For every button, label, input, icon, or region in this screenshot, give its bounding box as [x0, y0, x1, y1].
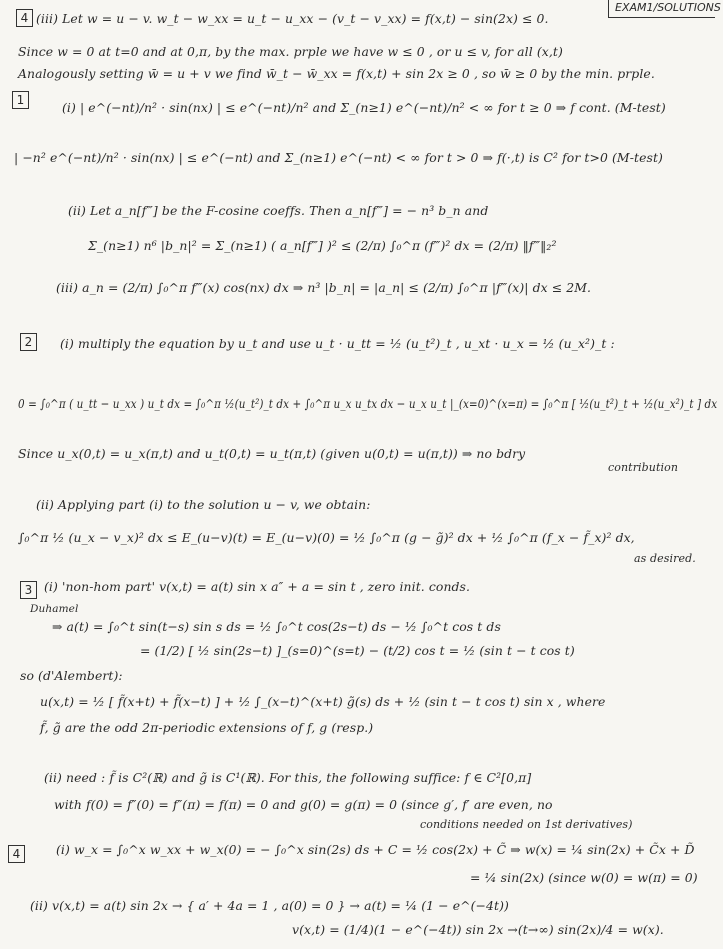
text-line: ⇒ a(t) = ∫₀^t sin(t−s) sin s ds = ½ ∫₀^t cos(2s−t) ds − ½ ∫₀^t cos t ds: [52, 619, 501, 634]
text-line: v(x,t) = (1/4)(1 − e^(−4t)) sin 2x →(t→∞) sin(2x)/4 = w(x).: [292, 922, 664, 937]
text-line: (iii) a_n = (2/π) ∫₀^π f‴(x) cos(nx) dx ⇒ n³ |b_n| = |a_n| ≤ (2/π) ∫₀^π |f‴(x)| dx ≤ 2M.: [56, 280, 592, 295]
text-line: (i) 'non-hom part' v(x,t) = a(t) sin x a″ + a = sin t , zero init. conds.: [44, 579, 471, 594]
problem-number-box: 3: [20, 581, 37, 599]
text-line: (ii) Let a_n[f‴] be the F-cosine coeffs. Then a_n[f‴] = − n³ b_n and: [68, 203, 489, 218]
text-line: (i) | e^(−nt)/n² · sin(nx) | ≤ e^(−nt)/n² and Σ_(n≥1) e^(−nt)/n² < ∞ for t ≥ 0 ⇒ f cont. (M-test): [62, 100, 666, 115]
text-line: (iii) Let w = u − v. w_t − w_xx = u_t − u_xx − (v_t − v_xx) = f(x,t) − sin(2x) ≤ 0.: [36, 11, 549, 26]
text-line: so (d'Alembert):: [20, 668, 123, 683]
text-line: Analogously setting w̄ = u + v we find w̄_t − w̄_xx = f(x,t) + sin 2x ≥ 0 , so w̄ ≥ 0 by the min. prple.: [18, 66, 655, 81]
text-line: (i) w_x = ∫₀^x w_xx + w_x(0) = − ∫₀^x sin(2s) ds + C = ½ cos(2x) + C̃ ⇒ w(x) = ¼ sin(2x) + C̃x + D̃: [56, 842, 695, 857]
text-line: = ¼ sin(2x) (since w(0) = w(π) = 0): [470, 870, 698, 885]
text-line: Duhamel: [30, 603, 79, 615]
text-line: = (1/2) [ ½ sin(2s−t) ]_(s=0)^(s=t) − (t/2) cos t = ½ (sin t − t cos t): [140, 643, 575, 658]
text-line: with f(0) = f″(0) = f″(π) = f(π) = 0 and g(0) = g(π) = 0 (since g′, f′ are even, no: [54, 797, 553, 812]
page-header-label: EXAM1/SOLUTIONS: [608, 0, 715, 18]
text-line: f̃, g̃ are the odd 2π-periodic extensions of f, g (resp.): [40, 720, 374, 735]
text-line: u(x,t) = ½ [ f̃(x+t) + f̃(x−t) ] + ½ ∫_(x−t)^(x+t) g̃(s) ds + ½ (sin t − t cos t) sin x , where: [40, 694, 606, 709]
text-line: (i) multiply the equation by u_t and use u_t · u_tt = ½ (u_t²)_t , u_xt · u_x = ½ (u_x²)_t :: [60, 336, 615, 351]
text-line: Since u_x(0,t) = u_x(π,t) and u_t(0,t) = u_t(π,t) (given u(0,t) = u(π,t)) ⇒ no bdry: [18, 446, 526, 461]
text-line: Σ_(n≥1) n⁶ |b_n|² = Σ_(n≥1) ( a_n[f‴] )² ≤ (2/π) ∫₀^π (f‴)² dx = (2/π) ‖f‴‖₂²: [88, 238, 557, 253]
text-line: (ii) Applying part (i) to the solution u − v, we obtain:: [36, 497, 371, 512]
text-line: ∫₀^π ½ (u_x − v_x)² dx ≤ E_(u−v)(t) = E_(u−v)(0) = ½ ∫₀^π (g − g̃)² dx + ½ ∫₀^π (f_x − f̃_x)² dx,: [18, 530, 635, 545]
text-line: | −n² e^(−nt)/n² · sin(nx) | ≤ e^(−nt) and Σ_(n≥1) e^(−nt) < ∞ for t > 0 ⇒ f(·,t) is C² for t>0 (M-test): [14, 150, 663, 165]
text-line: as desired.: [634, 552, 696, 565]
text-line: (ii) need : f̃ is C²(ℝ) and g̃ is C¹(ℝ). For this, the following suffice: f ∈ C²[0,π]: [44, 770, 532, 785]
text-line: contribution: [608, 461, 679, 474]
problem-number-box: 2: [20, 333, 37, 351]
problem-number-box: 4: [8, 845, 25, 863]
problem-number-box: 4: [16, 9, 33, 27]
text-line: Since w = 0 at t=0 and at 0,π, by the max. prple we have w ≤ 0 , or u ≤ v, for all (x,t): [18, 44, 563, 59]
text-line: conditions needed on 1st derivatives): [420, 818, 633, 831]
text-line: (ii) v(x,t) = a(t) sin 2x → { a′ + 4a = 1 , a(0) = 0 } → a(t) = ¼ (1 − e^(−4t)): [30, 898, 509, 913]
problem-number-box: 1: [12, 91, 29, 109]
text-line: 0 = ∫₀^π ( u_tt − u_xx ) u_t dx = ∫₀^π ½(u_t²)_t dx + ∫₀^π u_x u_tx dx − u_x u_t |_(x=0)^(x=π) = ∫₀^π [ ½(u_t²)_t + ½(u_x²)_t ] dx: [18, 396, 718, 411]
